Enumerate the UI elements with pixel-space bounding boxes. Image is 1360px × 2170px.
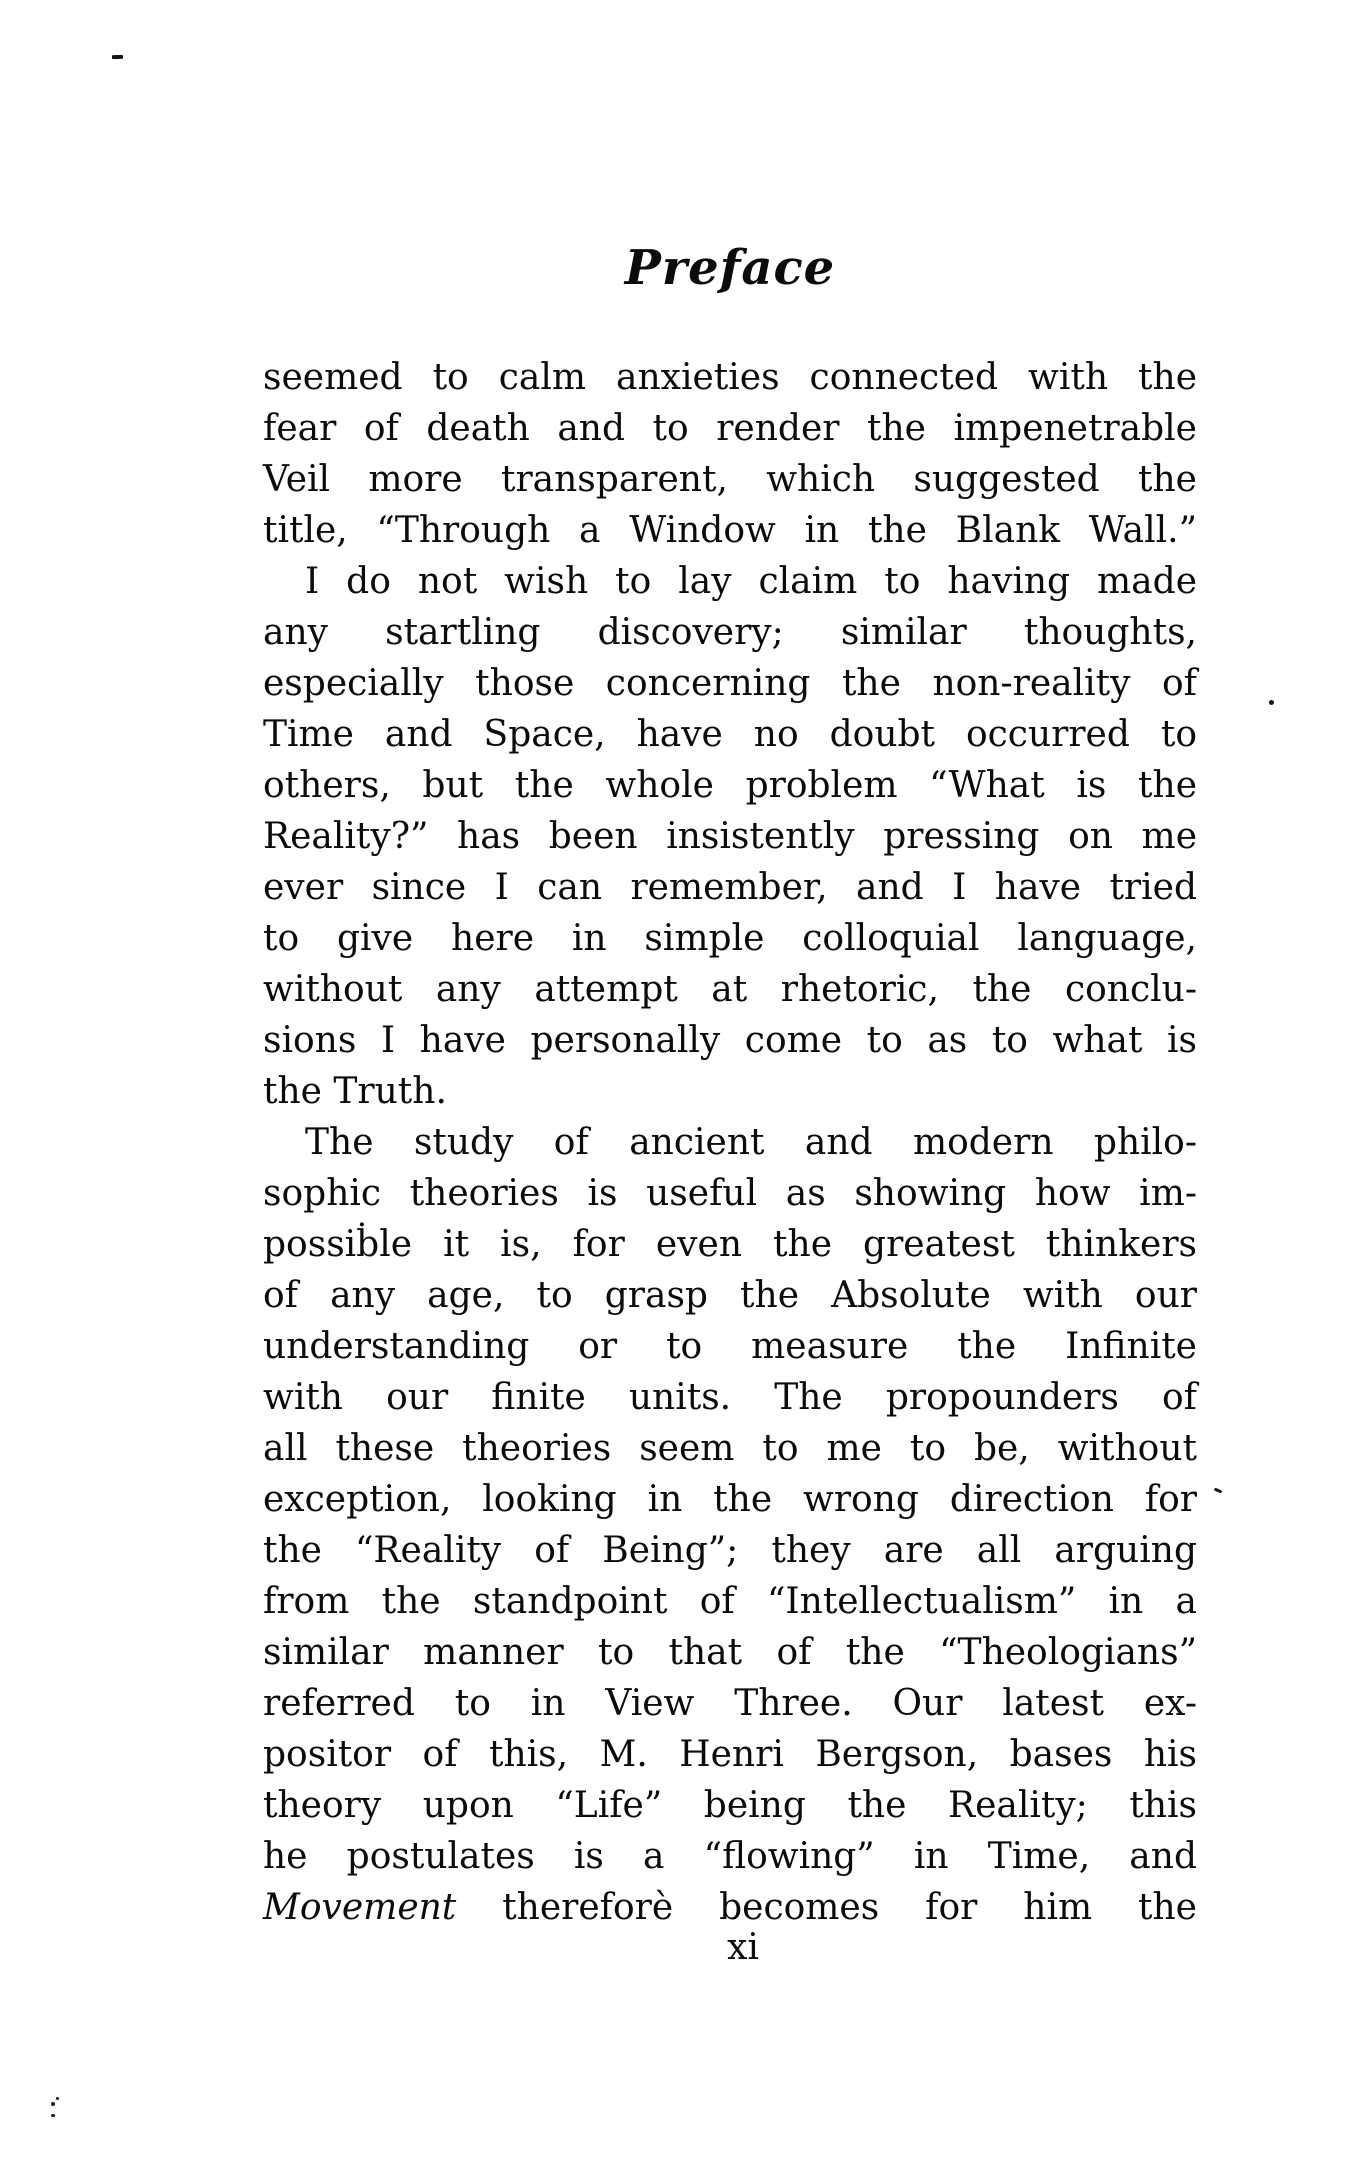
line-text: I do not wish to lay claim to having made bbox=[305, 561, 1197, 602]
line-text: sophic theories is useful as showing how im- bbox=[263, 1173, 1197, 1214]
line-text: fear of death and to render the impenetrable bbox=[263, 408, 1197, 449]
text-line bbox=[263, 1423, 1197, 1474]
ink-speck bbox=[56, 2097, 59, 2100]
text-line bbox=[263, 1576, 1197, 1627]
text-line bbox=[263, 658, 1197, 709]
text-line bbox=[263, 607, 1197, 658]
line-text: he postulates is a “flowing” in Time, and bbox=[263, 1836, 1197, 1877]
text-line bbox=[263, 1168, 1197, 1219]
text-line bbox=[263, 913, 1197, 964]
line-text: Time and Space, have no doubt occurred to bbox=[263, 714, 1197, 755]
line-text: The study of ancient and modern philo- bbox=[305, 1122, 1197, 1163]
line-text: possiḃle it is, for even the greatest thinkers bbox=[263, 1224, 1197, 1265]
line-text: others, but the whole problem “What is the bbox=[263, 765, 1197, 806]
text-line bbox=[263, 1321, 1197, 1372]
body-text bbox=[263, 352, 1197, 1933]
text-line bbox=[263, 1780, 1197, 1831]
text-line bbox=[263, 1372, 1197, 1423]
ink-speck bbox=[51, 2114, 55, 2117]
line-text: sions I have personally come to as to what is bbox=[263, 1020, 1197, 1061]
text-line bbox=[263, 862, 1197, 913]
text-line bbox=[263, 1474, 1197, 1525]
text-line bbox=[263, 1219, 1197, 1270]
text-line bbox=[263, 1729, 1197, 1780]
line-text: understanding or to measure the Infinite bbox=[263, 1326, 1197, 1367]
ink-speck bbox=[1214, 1488, 1223, 1494]
text-line bbox=[263, 403, 1197, 454]
text-line bbox=[263, 760, 1197, 811]
text-line bbox=[263, 709, 1197, 760]
ink-speck bbox=[112, 55, 123, 59]
ink-speck bbox=[1269, 700, 1274, 705]
line-text: positor of this, M. Henri Bergson, bases his bbox=[263, 1734, 1197, 1775]
line-text: with our finite units. The propounders of bbox=[263, 1377, 1197, 1418]
text-line bbox=[263, 505, 1197, 556]
line-text: without any attempt at rhetoric, the conclu- bbox=[263, 969, 1197, 1010]
line-italic-text: Movement bbox=[263, 1887, 457, 1928]
ink-speck bbox=[51, 2102, 55, 2106]
text-line bbox=[263, 1831, 1197, 1882]
line-text: ever since I can remember, and I have tried bbox=[263, 867, 1197, 908]
line-text: similar manner to that of the “Theologians” bbox=[263, 1632, 1197, 1673]
text-line bbox=[263, 556, 1197, 607]
line-text: the “Reality of Being”; they are all arguing bbox=[263, 1530, 1197, 1571]
line-text: theory upon “Life” being the Reality; this bbox=[263, 1785, 1197, 1826]
line-text: from the standpoint of “Intellectualism” in a bbox=[263, 1581, 1197, 1622]
line-text: seemed to calm anxieties connected with the bbox=[263, 357, 1197, 398]
line-text: especially those concerning the non-reality of bbox=[263, 663, 1197, 704]
line-text: Reality?” has been insistently pressing on me bbox=[263, 816, 1197, 857]
page-number: xi bbox=[727, 1927, 759, 1968]
text-line bbox=[263, 352, 1197, 403]
text-line bbox=[263, 1525, 1197, 1576]
line-text: any startling discovery; similar thoughts, bbox=[263, 612, 1197, 653]
text-line bbox=[263, 1117, 1197, 1168]
text-line bbox=[263, 454, 1197, 505]
text-line bbox=[263, 1015, 1197, 1066]
page-heading: Preface bbox=[624, 240, 836, 296]
text-line bbox=[263, 1270, 1197, 1321]
line-text: referred to in View Three. Our latest ex- bbox=[263, 1683, 1197, 1724]
line-text: of any age, to grasp the Absolute with our bbox=[263, 1275, 1197, 1316]
line-text: title, “Through a Window in the Blank Wall.” bbox=[263, 510, 1197, 551]
line-text: the Truth. bbox=[263, 1071, 447, 1112]
line-text: thereforè becomes for him the bbox=[456, 1887, 1197, 1928]
line-text: Veil more transparent, which suggested the bbox=[263, 459, 1197, 500]
text-line bbox=[263, 811, 1197, 862]
text-line bbox=[263, 1066, 1197, 1117]
text-line bbox=[263, 1678, 1197, 1729]
line-text: exception, looking in the wrong direction for bbox=[263, 1479, 1197, 1520]
line-text: all these theories seem to me to be, without bbox=[263, 1428, 1197, 1469]
line-text: to give here in simple colloquial language, bbox=[263, 918, 1197, 959]
text-line bbox=[263, 964, 1197, 1015]
text-line bbox=[263, 1627, 1197, 1678]
